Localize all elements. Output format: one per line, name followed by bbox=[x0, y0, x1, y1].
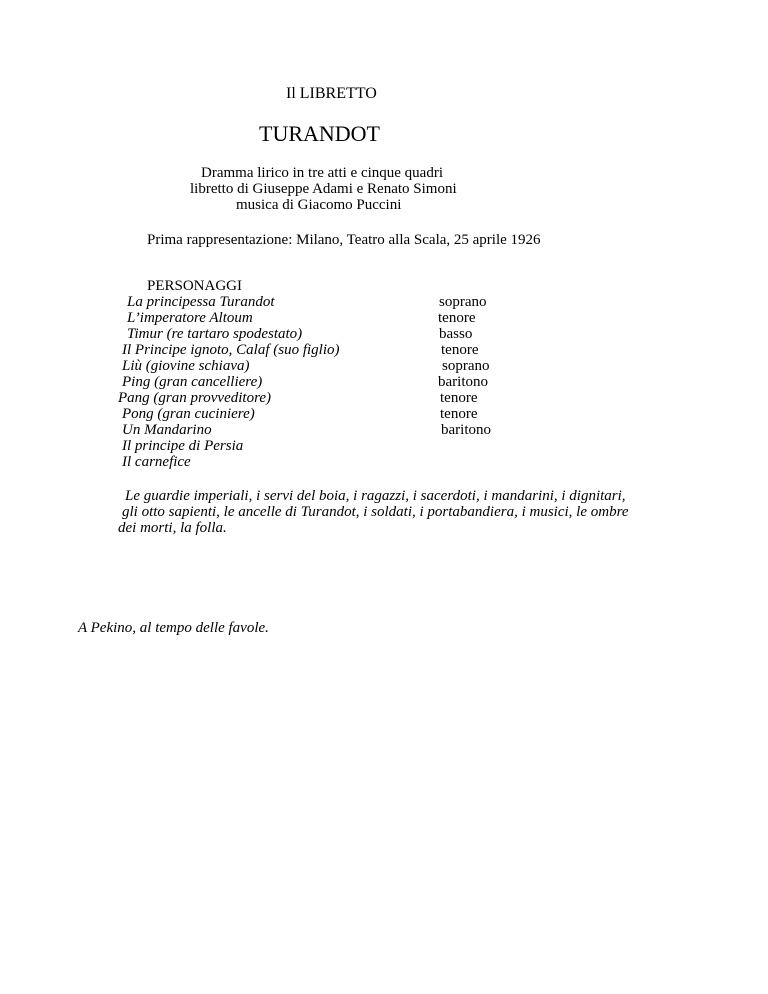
character-voice: tenore bbox=[441, 342, 479, 358]
character-voice: soprano bbox=[442, 358, 490, 374]
character-voice: tenore bbox=[438, 310, 476, 326]
character-name: Pang (gran provveditore) bbox=[118, 390, 272, 406]
character-name: Liù (giovine schiava) bbox=[122, 358, 250, 374]
subtitle-line-composer: musica di Giacomo Puccini bbox=[236, 197, 402, 213]
opera-title: TURANDOT bbox=[259, 121, 380, 146]
libretto-pretitle: Il LIBRETTO bbox=[286, 85, 377, 102]
character-name: L’imperatore Altoum bbox=[127, 310, 253, 326]
character-name: Il Principe ignoto, Calaf (suo figlio) bbox=[122, 342, 340, 358]
character-name: La principessa Turandot bbox=[127, 294, 275, 310]
setting-line: A Pekino, al tempo delle favole. bbox=[78, 620, 269, 636]
character-voice: soprano bbox=[439, 294, 487, 310]
character-voice: basso bbox=[439, 326, 473, 342]
subtitle-line-genre: Dramma lirico in tre atti e cinque quadri bbox=[201, 165, 443, 181]
character-name: Un Mandarino bbox=[122, 422, 212, 438]
character-name: Pong (gran cuciniere) bbox=[122, 406, 255, 422]
extras-line: Le guardie imperiali, i servi del boia, i ragazzi, i sacerdoti, i mandarini, i dignitari, bbox=[125, 488, 626, 504]
cast-heading: PERSONAGGI bbox=[147, 278, 243, 294]
extras-line: dei morti, la folla. bbox=[118, 520, 227, 536]
character-name: Ping (gran cancelliere) bbox=[122, 374, 263, 390]
extras-line: gli otto sapienti, le ancelle di Turandot, i soldati, i portabandiera, i musici, le ombre bbox=[122, 504, 629, 520]
character-name: Il principe di Persia bbox=[122, 438, 244, 454]
character-voice: tenore bbox=[440, 406, 478, 422]
character-name: Timur (re tartaro spodestato) bbox=[127, 326, 303, 342]
character-voice: baritono bbox=[438, 374, 488, 390]
subtitle-line-librettists: libretto di Giuseppe Adami e Renato Simoni bbox=[190, 181, 457, 197]
character-voice: tenore bbox=[440, 390, 478, 406]
character-name: Il carnefice bbox=[122, 454, 191, 470]
premiere-line: Prima rappresentazione: Milano, Teatro alla Scala, 25 aprile 1926 bbox=[147, 232, 541, 248]
character-voice: baritono bbox=[441, 422, 491, 438]
